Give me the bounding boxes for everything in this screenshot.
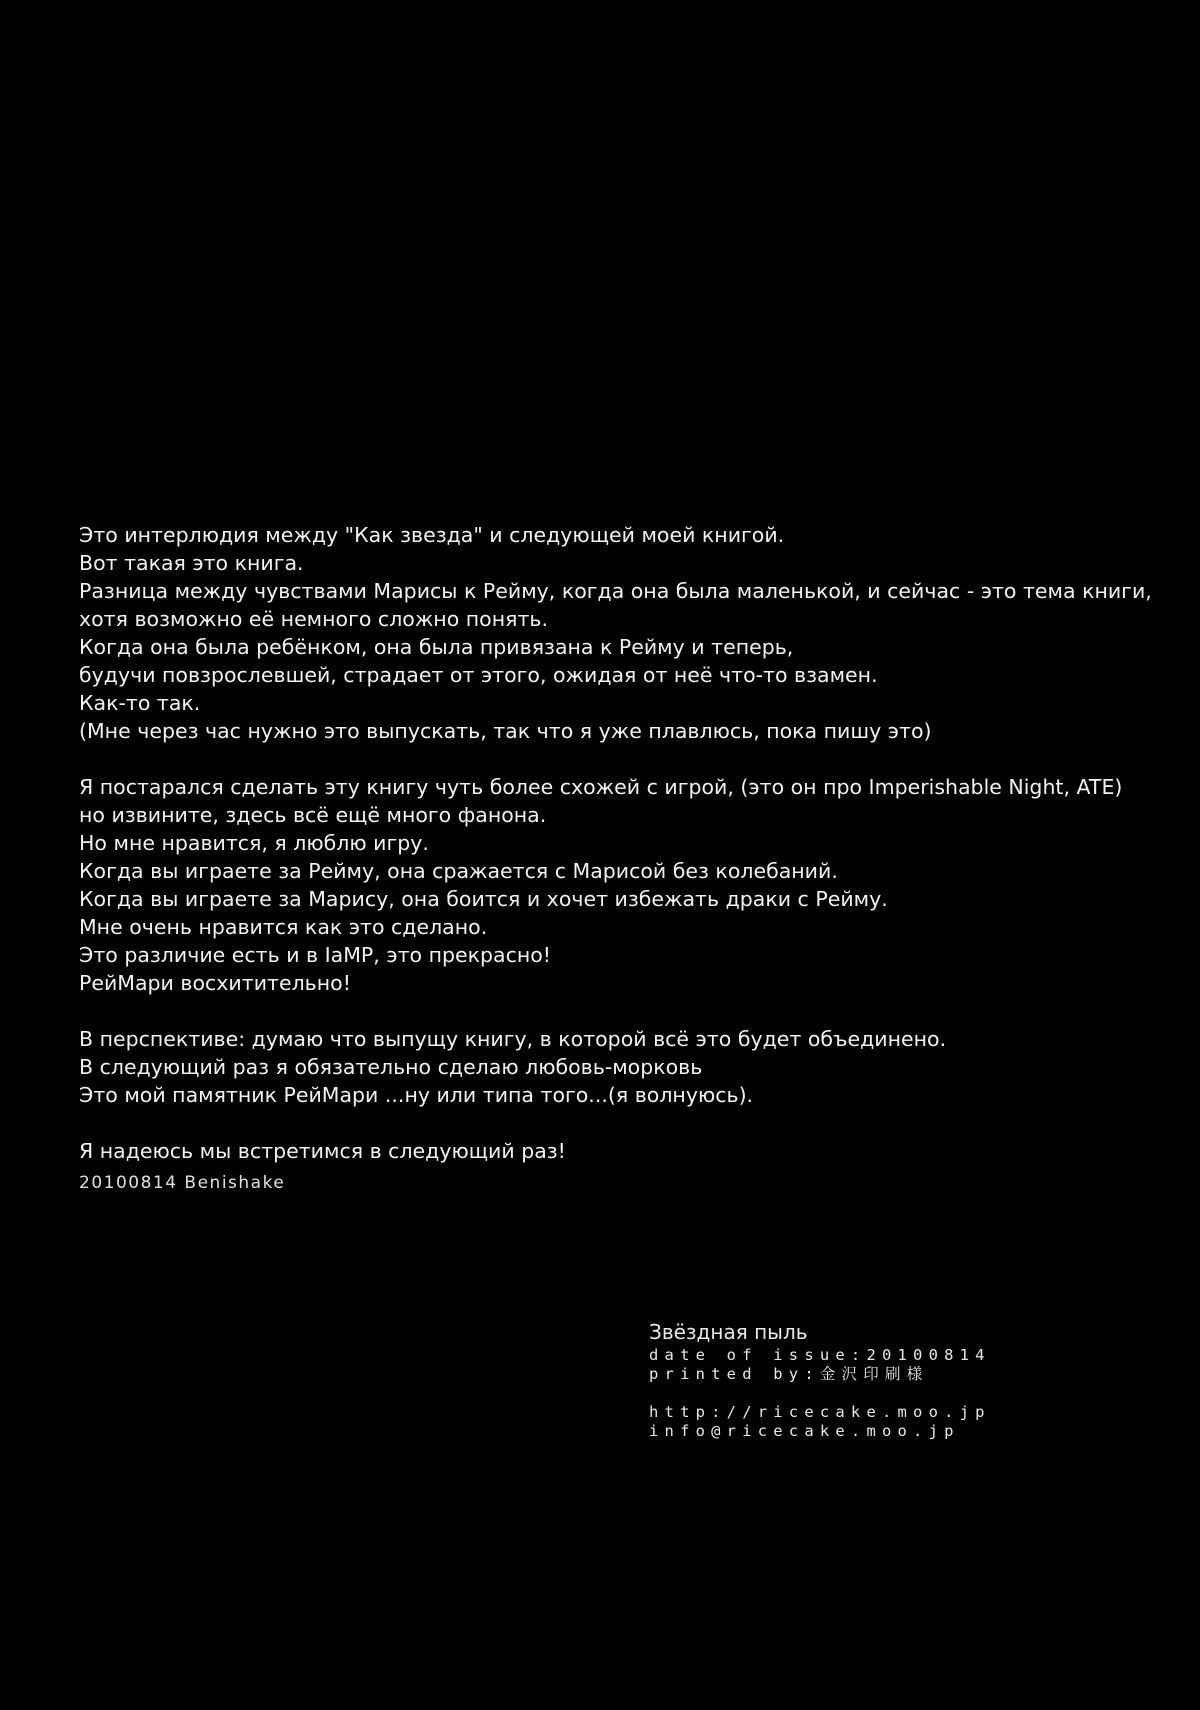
- afterword-line: В следующий раз я обязательно сделаю любовь-морковь: [79, 1055, 703, 1079]
- colophon: [649, 1318, 1169, 1441]
- website-url: http://ricecake.moo.jp: [649, 1403, 991, 1421]
- afterword-line: (Мне через час нужно это выпускать, так что я уже плавлюсь, пока пишу это): [79, 719, 932, 743]
- afterword-line: Мне очень нравится как это сделано.: [79, 915, 488, 939]
- afterword-text: [79, 521, 1152, 1165]
- afterword-line: хотя возможно её немного сложно понять.: [79, 607, 548, 631]
- afterword-line: Это различие есть и в IaMP, это прекрасно!: [79, 943, 552, 967]
- afterword-line: будучи повзрослевшей, страдает от этого, ожидая от неё что-то взамен.: [79, 663, 878, 687]
- afterword-line: Я постарался сделать эту книгу чуть более схожей с игрой, (это он про Imperishable Night, ATE): [79, 775, 1123, 799]
- afterword-line: Как-то так.: [79, 691, 201, 715]
- afterword-line: РейМари восхитительно!: [79, 971, 351, 995]
- afterword-line: Это мой памятник РейМари ...ну или типа того...(я волнуюсь).: [79, 1083, 754, 1107]
- afterword-paragraph-1: [79, 521, 1152, 745]
- afterword-line: Когда она была ребёнком, она была привязана к Рейму и теперь,: [79, 635, 794, 659]
- contact-email: info@ricecake.moo.jp: [649, 1422, 960, 1440]
- author-signature: 20100814 Benishake: [79, 1173, 286, 1193]
- afterword-line: Когда вы играете за Марису, она боится и хочет избежать драки с Рейму.: [79, 887, 888, 911]
- afterword-line: В перспективе: думаю что выпущу книгу, в которой всё это будет объединено.: [79, 1027, 947, 1051]
- date-of-issue: date of issue:20100814: [649, 1346, 991, 1364]
- afterword-line: Я надеюсь мы встретимся в следующий раз!: [79, 1139, 566, 1163]
- afterword-line: Это интерлюдия между "Как звезда" и следующей моей книгой.: [79, 523, 785, 547]
- colophon-spacer: [649, 1384, 1169, 1403]
- afterword-paragraph-2: [79, 773, 1139, 997]
- afterword-line: Но мне нравится, я люблю игру.: [79, 831, 429, 855]
- afterword-paragraph-4: [79, 1137, 1139, 1165]
- afterword-paragraph-3: [79, 1025, 1139, 1109]
- afterword-line: Когда вы играете за Рейму, она сражается с Марисой без колебаний.: [79, 859, 838, 883]
- printed-by: printed by:金沢印刷様: [649, 1365, 929, 1383]
- afterword-line: Разница между чувствами Марисы к Рейму, когда она была маленькой, и сейчас - это тема книги,: [79, 579, 1152, 603]
- book-title: Звёздная пыль: [649, 1320, 808, 1344]
- afterword-line: но извините, здесь всё ещё много фанона.: [79, 803, 547, 827]
- afterword-line: Вот такая это книга.: [79, 551, 304, 575]
